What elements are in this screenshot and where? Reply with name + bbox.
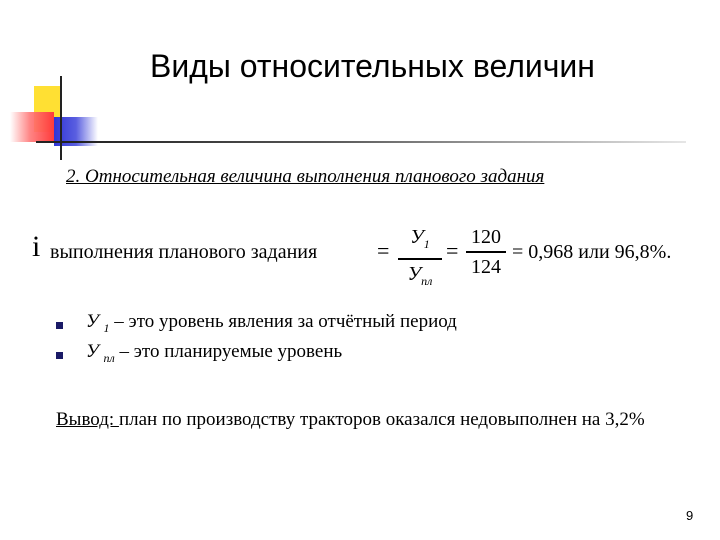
formula-equals-2: = (446, 238, 459, 263)
formula-fraction-values (466, 224, 506, 280)
square-bullet-icon (56, 322, 63, 329)
conclusion (56, 405, 696, 435)
fraction-bar (398, 258, 442, 260)
conclusion-text: план по производству тракторов оказался недовыполнен на 3,2% (118, 409, 645, 430)
slide-title: Виды относительных величин (150, 48, 595, 84)
decor-vertical-line (60, 76, 62, 160)
fraction-denominator-symbol: $У_{пл}$ (407, 262, 433, 288)
list-item-text: У $_{пл}$ – это планируемые уровень (86, 341, 343, 365)
fraction-bar (466, 251, 506, 253)
formula (32, 224, 712, 288)
formula-equals-1: = (377, 238, 390, 263)
list-item-text: У $_1$ – это уровень явления за отчётный период (86, 311, 457, 335)
page-number: 9 (686, 508, 694, 523)
decor-red-gradient (10, 112, 54, 142)
fraction-numerator-symbol: $У_1$ (410, 226, 430, 251)
title-underline-rule (76, 141, 686, 143)
formula-fraction-symbols (398, 224, 442, 294)
conclusion-lead: Вывод: (56, 409, 119, 430)
section-subtitle: 2. Относительная величина выполнения планового задания (66, 166, 545, 187)
decor-horizontal-line (36, 141, 76, 143)
fraction-denominator-value: 124 (471, 255, 501, 278)
formula-label: выполнения планового задания (50, 241, 318, 263)
formula-result: = 0,968 или 96,8%. (512, 241, 672, 263)
square-bullet-icon (56, 352, 63, 359)
fraction-numerator-value: 120 (471, 226, 501, 248)
formula-symbol: i (32, 230, 41, 263)
